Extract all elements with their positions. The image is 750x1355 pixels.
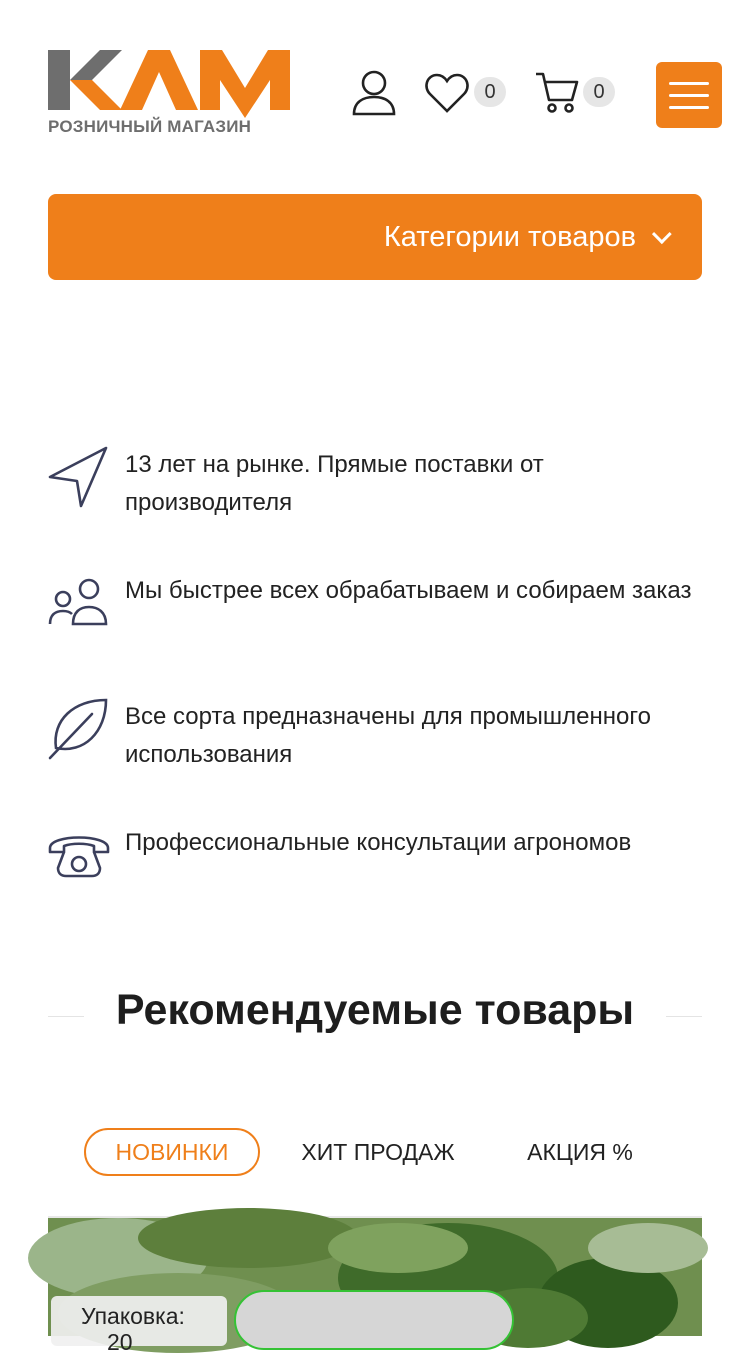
navigation-arrow-icon [48, 446, 110, 508]
logo-mark [48, 48, 290, 118]
heart-icon[interactable] [423, 68, 471, 118]
categories-label: Категории товаров [383, 220, 636, 253]
wishlist-count-badge: 0 [474, 77, 506, 107]
leaf-icon [48, 698, 110, 760]
categories-button[interactable] [48, 194, 702, 280]
tab-sale[interactable]: АКЦИЯ % [527, 1138, 633, 1165]
title-divider [48, 1016, 84, 1017]
pack-selector[interactable] [234, 1290, 514, 1350]
section-title: Рекомендуемые товары [115, 986, 635, 1034]
cart-count-badge: 0 [583, 77, 615, 107]
menu-icon-bar [669, 82, 709, 85]
menu-icon-bar [669, 106, 709, 109]
header [0, 0, 750, 160]
users-icon [48, 572, 110, 634]
title-divider [666, 1016, 702, 1017]
menu-button[interactable] [656, 62, 722, 128]
tab-bestsellers[interactable]: ХИТ ПРОДАЖ [301, 1138, 455, 1165]
chevron-down-icon [652, 224, 672, 244]
feature-item [48, 446, 708, 522]
logo-subtitle: РОЗНИЧНЫЙ МАГАЗИН [48, 117, 252, 136]
feature-text: 13 лет на рынке. Прямые поставки от производителя [125, 451, 544, 516]
tab-new[interactable]: НОВИНКИ [84, 1128, 260, 1176]
feature-text: Все сорта предназначены для промышленного использования [125, 703, 651, 768]
product-card[interactable] [48, 1216, 702, 1355]
phone-icon [48, 824, 110, 886]
feature-item [48, 572, 708, 634]
menu-icon-bar [669, 94, 709, 97]
pack-value: 20 [107, 1329, 133, 1355]
feature-item [48, 824, 708, 886]
pack-label-text: Упаковка: [81, 1303, 185, 1329]
cart-icon[interactable] [533, 68, 581, 118]
feature-text: Профессиональные консультации агрономов [125, 829, 632, 856]
feature-text: Мы быстрее всех обрабатываем и собираем заказ [125, 577, 692, 604]
feature-item [48, 698, 708, 774]
pack-label [51, 1296, 227, 1355]
user-icon[interactable] [350, 68, 398, 118]
